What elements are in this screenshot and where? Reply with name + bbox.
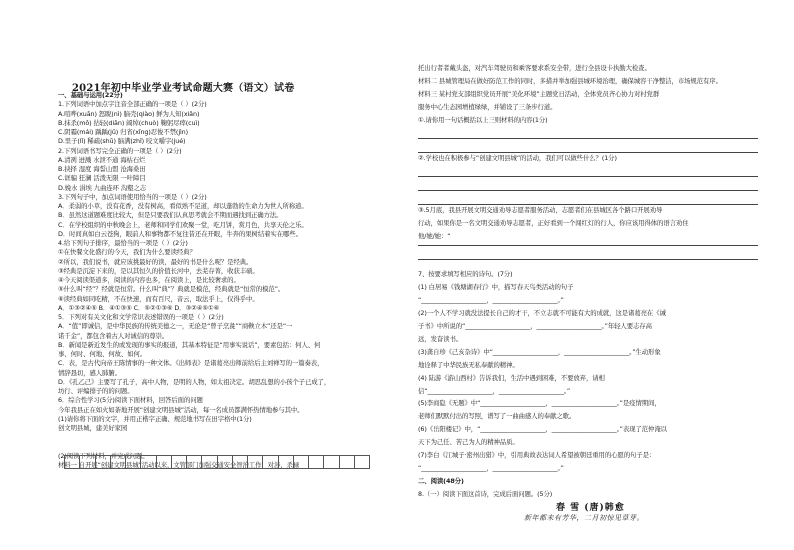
- left-line: ②所以，我们说书，就应该挑最好的读，最好的书是什么呢？是经典。: [58, 257, 253, 266]
- right-line: “_____________________，_____________________。”: [418, 463, 564, 472]
- answer-line[interactable]: [418, 138, 758, 139]
- left-line: 6．综合性学习(5分)阅读下面材料，回答后面的问题: [58, 396, 203, 405]
- grid-cell[interactable]: [126, 455, 141, 469]
- grid-cell[interactable]: [324, 455, 339, 469]
- poem-title: 春 雪 (唐)韩愈: [556, 503, 625, 513]
- left-line: A．柔弱的小草，没有花香，没有树高，看似熟不足道，却以蓬勃的生命力为世人所称道。: [58, 202, 308, 210]
- left-line: B．新闻是新近发生的或发现的事实的报道，其基本特征是“用事实说话”，要素包括：何人、何: [58, 340, 321, 349]
- left-line: A.清冽 迸溅 水泄不通 海枯石烂: [58, 155, 146, 164]
- exam-title: 2021年初中毕业学业考试命题大赛（语文）试卷: [72, 83, 295, 94]
- grid-cell[interactable]: [96, 455, 111, 469]
- right-line: (7)李白《江城子·密州出猎》中，引用典故表达词人希望被朝廷重用的心愿的句子是：: [418, 451, 656, 459]
- answer-line[interactable]: [418, 176, 758, 177]
- right-line: (5)李商隐《无题》中“_____________________，_____________________。”是疫情期间，: [418, 399, 661, 408]
- left-line: D．《孔乙己》主要写了孔子，高中人物，是明的人物，如太祖决定。胡思乱想的小孩个子已成了，: [58, 377, 331, 386]
- right-line: ②.学校也在积极参与“创建文明县城”的活动，我们可以做些什么？(1分): [418, 154, 617, 163]
- left-line: 今年我县正在如火如荼地开展“创建文明县城”活动，每一名成员都满怀热情地参与其中。: [58, 405, 304, 414]
- left-line: ④今天阅读渠道多，阅读的内容也多，在阅读上，是比较奢求的。: [58, 276, 240, 284]
- right-line: 材料三 某村党支部组织党员开展“美化环境”主题党日活动，全体党员齐心协力对村党群: [418, 89, 660, 98]
- right-line: (3)龚自珍《己亥杂诗》中“_____________________，_____________________。”生动形象: [418, 347, 661, 356]
- left-line: ⑤什么叫“经”？经就是恒常。什么叫“典”？典就是模范，经典就是“恒常的模范”。: [58, 285, 285, 294]
- right-line: 他/她/她：“: [418, 231, 451, 240]
- left-line: B．虽然这道题难度比较大，但是只要我们认真思考就会不期而遇找到正确方法。: [58, 211, 283, 220]
- left-line: A.喧哗(xuān) 怒睨(nì) 脑壳(qiào) 鲜为人知(xiǎn): [58, 109, 200, 118]
- left-line: 创文明县城，建美好家园: [58, 424, 128, 432]
- left-line: 3.下列句子中，加点词语使用恰当的一项是（ ）(2分): [58, 192, 207, 201]
- left-line: ①在快餐文化盛行的今天，我们为什么要读经典？: [58, 248, 196, 257]
- right-line: (2)一个人不学习就没法提长自己的才干，不立志就不可能有大的成就，这是诸葛亮在《诫: [418, 309, 666, 318]
- right-line: ③.5月底，我县开展文明交通劝导志愿者服务活动，志愿者们在县城区各个路口开展劝导: [418, 205, 663, 214]
- grid-cell[interactable]: [233, 455, 248, 469]
- right-line: (1) 白居易《钱塘湖春行》中，描写春天鸟类活动的句子: [418, 283, 574, 292]
- grid-cell[interactable]: [187, 455, 202, 469]
- left-line: C．在学校组织的中秋晚会上，老师和同学们欢聚一堂，吃月饼，赏月色，共享天伦之乐。: [58, 220, 308, 229]
- left-line: 情辞恳切，感人肺腑。: [58, 368, 121, 377]
- left-line: 材料一 自开展“创建文明县城”活动以来，文管部门加强交通安全智治工作，对涉、杀禄: [58, 461, 300, 469]
- left-line: C．表，是古代向帝王陈情事的一种文体。《出师表》是诸葛亮出师前给后主刘禅写的一篇奏表，: [58, 359, 324, 368]
- grid-cell[interactable]: [309, 455, 324, 469]
- left-line: 诺千金”，都包含着古人对诚信的尊崇。: [58, 331, 169, 340]
- answer-line[interactable]: [418, 190, 758, 191]
- right-line: 7、按要求填写相应的诗句。(7分): [418, 270, 513, 279]
- left-line: A．“值”即诚信，是中华民族的传统美德之一，无论是“曾子烹彘”“商鞅立木”还是“一: [58, 322, 293, 331]
- grid-cell[interactable]: [355, 455, 370, 469]
- grid-cell[interactable]: [157, 455, 172, 469]
- grid-cell[interactable]: [111, 455, 126, 469]
- right-line: 远，发奋读书。: [418, 334, 463, 343]
- grid-cell[interactable]: [263, 455, 278, 469]
- grid-cell[interactable]: [64, 455, 80, 469]
- right-line: 天下为己任、苦己为人的精神品质。: [418, 438, 519, 447]
- right-line: (6)《岳阳楼记》中，“_____________________，_____________________。”表现了范仲淹以: [418, 425, 667, 434]
- right-line: 服务中心生态园增植绿绿，并铺设了三条步行道。: [418, 102, 557, 111]
- grid-cell[interactable]: [202, 455, 217, 469]
- grid-cell[interactable]: [172, 455, 187, 469]
- answer-line[interactable]: [418, 204, 758, 205]
- grid-cell[interactable]: [248, 455, 263, 469]
- grid-cell[interactable]: [218, 455, 233, 469]
- left-line: 坊行、评编排子的的问题。: [58, 387, 134, 395]
- left-line: ③经典是沉淀下来的，是以其恒久的价值长河中，去芜存菁，收获丰硕。: [58, 266, 259, 275]
- right-line: 子书》中所说的“_____________________，_____________________。”年轻人要志存高: [418, 322, 652, 330]
- answer-line[interactable]: [418, 245, 758, 246]
- right-line: 8.（一）阅读下面这首诗，完成后面问题。(5分): [418, 489, 553, 498]
- right-line: 老师们默默付出的写照，谱写了一曲曲感人的奉献之歌。: [418, 412, 576, 421]
- left-line: 1.下列词语中加点字注音全部正确的一项是（ ）(2分): [58, 100, 207, 109]
- right-line: 信“_____________________，_____________________。”: [418, 386, 571, 395]
- left-line: C.诓骗 狂澜 活泼无限 一叶障目: [58, 174, 146, 183]
- right-line: 托出行者者戴头盔，对汽车驾驶员和乘客要求系安全带，进行全县设卡执勤大检查。: [418, 64, 651, 72]
- right-line: 行动，如果你是一名文明交通劝导志愿者，正好看到一个闯红灯的行人，你应该用得体的语言劝住: [418, 218, 689, 227]
- right-line: ①.请你用一句话概括以上三则材料的内容(1分): [418, 115, 548, 124]
- left-line: 2.下列词语书写完全正确的一项是（ ）(2分): [58, 146, 182, 155]
- left-line: D.里子(lǐ) 稀疏(shū) 脑满(zhǐ) 咬文嚼字(jué): [58, 137, 186, 146]
- answer-line[interactable]: [418, 152, 758, 153]
- left-line: (2)阅读下列材料，并完成问题。: [58, 451, 149, 460]
- left-line: B.抉择 湿度 海誓山盟 沧海桑田: [58, 165, 146, 173]
- right-line: 二、阅读(48分): [418, 476, 464, 485]
- writing-grid[interactable]: [64, 455, 370, 469]
- left-line: C.阴霾(mái) 踽踽(jǔ) 归省(xǐng)忍俊不禁(jìn): [58, 128, 189, 136]
- answer-line[interactable]: [418, 259, 758, 260]
- left-line: 5．下列对有关文化和文学常识表述错误的一项是（ ）(2分): [58, 313, 224, 321]
- left-line: 4.给下列句子排序，最恰当的一项是（ ）(2分): [58, 239, 188, 247]
- left-line: D.娩水 涓埃 九曲连环 沟壑之志: [58, 183, 147, 192]
- grid-cell[interactable]: [279, 455, 294, 469]
- grid-cell[interactable]: [141, 455, 156, 469]
- grid-cell[interactable]: [80, 455, 95, 469]
- right-line: “_____________________，_____________________。”: [418, 296, 564, 305]
- grid-cell[interactable]: [340, 455, 355, 469]
- left-line: ⑥读经典如同吃精，不在快速，而有百尺，音云，取法乎上，仅得乎中。: [58, 294, 259, 303]
- left-line: 一、基础与运用(22分): [58, 91, 123, 99]
- right-line: (4) 陆游《游山西村》告诉我们，生活中遇到困难，不要放弃，请相: [418, 373, 605, 382]
- poem-line: 新年都未有芳华，二月初惊见草芽。: [524, 514, 644, 522]
- right-line: 地诠释了中华民族无私奉献的精神。: [418, 360, 519, 369]
- left-line: B.抹杀(mǒ) 拈轻(diān) 阔绰(chuò) 鞠躬尽瘁(cuì): [58, 118, 200, 127]
- left-line: D．时间真如白云苍狗，眼前人和事物都不复往昔还在开眼，牛奔的果树结着实在哪些。: [58, 229, 302, 238]
- left-line: (1)请你将下面的文字，并用正楷字正确、规范地书写在田字格中(1分): [58, 414, 252, 423]
- right-line: 材料二 县城管理局在做好防范工作的同时，多措并举加强县城环境治理，确保城容干净整洁，市场规范有序。: [418, 76, 722, 85]
- grid-cell[interactable]: [294, 455, 309, 469]
- left-line: 事、何时、何地、何故、如何。: [58, 350, 147, 358]
- left-line: A．①③②④⑤ B．④①③⑤ C．⑤②①③⑥ D．③②④⑤①⑥: [58, 303, 220, 312]
